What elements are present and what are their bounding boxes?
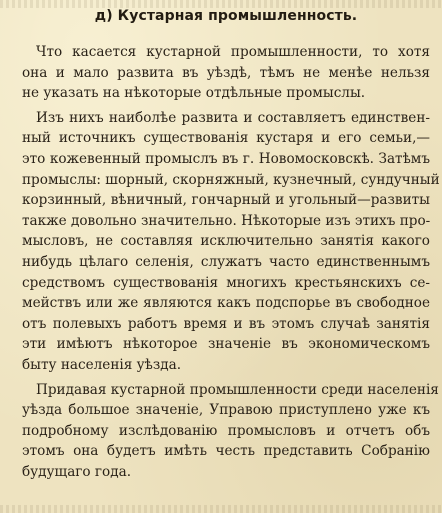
text-line: Придавая кустарной промышленности среди населенія — [36, 381, 439, 398]
text-line: корзинный, вѣничный, гончарный и угольный—развиты — [22, 192, 430, 209]
paragraph-2 — [22, 108, 440, 376]
text-line: нибудь цѣлаго селенія, служатъ часто единственнымъ — [22, 253, 430, 270]
text-line: мысловъ, не составляя исключительно занятія какого — [22, 233, 430, 250]
text-line: это кожевенный промыслъ въ г. Новомосковскѣ. Затѣмъ — [22, 150, 430, 167]
text-line: Что касается кустарной промышленности, то хотя — [36, 44, 430, 60]
paragraph-1 — [22, 42, 430, 104]
text-line: также довольно значительно. Нѣкоторые изъ этихъ про- — [22, 212, 431, 229]
section-heading: д) Кустарная промышленность. — [94, 8, 358, 24]
text-line: эти имѣютъ нѣкоторое значеніе въ экономическомъ — [22, 336, 430, 353]
text-line: подробному изслѣдованію промысловъ и отчетъ объ — [22, 422, 430, 439]
text-line: средствомъ существованія многихъ крестьянскихъ се- — [22, 274, 430, 291]
text-line: она и мало развита въ уѣздѣ, тѣмъ не менѣе нельзя — [22, 64, 430, 81]
text-line: будущаго года. — [22, 463, 132, 480]
text-line: ный источникъ существованія кустаря и его семьи,— — [22, 130, 430, 147]
text-line: уѣзда большое значеніе, Управою приступлено уже къ — [22, 402, 430, 419]
paragraph-3 — [22, 380, 439, 483]
text-line: не указать на нѣкоторые отдѣльные промыслы. — [22, 85, 366, 102]
text-line: промыслы: шорный, скорняжный, кузнечный, сундучный — [22, 171, 440, 188]
bleed-through-top — [0, 0, 442, 8]
bleed-through-bottom — [0, 505, 442, 513]
text-line: Изъ нихъ наиболѣе развита и составляетъ единствен- — [36, 109, 430, 126]
text-line: отъ полевыхъ работъ время и въ этомъ случаѣ занятія — [22, 315, 430, 332]
text-line: мействъ или же являются какъ подспорье въ свободное — [22, 295, 430, 312]
text-line: быту населенія уѣзда. — [22, 356, 182, 373]
text-line: этомъ она будетъ имѣть честь представить Собранію — [22, 443, 430, 460]
